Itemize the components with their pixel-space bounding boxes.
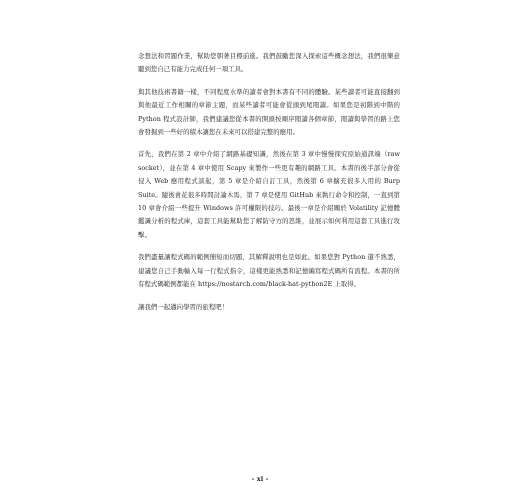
paragraph-reading-approach: 與其他技術書籍一樣，不同程度水準的讀者會對本書有不同的體驗。某些讀者可能直接翻到與他最近工作相關的章節主題，而某些讀者可能會從頭到尾閱讀。如果您是初階到中階的 Python 程式設計師，我們建議您從本書的開頭按順序閱讀各個章節，閱讀與學習的路上您會發掘到一些好的積木讓您在未來可以搭建完整的應用。 [138,87,400,137]
paragraph-code-examples: 我們盡量讓程式碼的範例簡短而切題，其解釋說明也是如此。如果您對 Python 還不熟悉，建議您自己手動輸入每一行程式指令，這樣更能熟悉和記憶編寫程式碼所有流程。本書的所有程式碼範例都能在 https://nostarch.com/black-hat-python2E 上取得。 [138,253,400,289]
paragraph-chapter-overview: 首先，我們在第 2 章中介紹了網路基礎知識，然後在第 3 章中慢慢探究原始通訊端（raw socket），並在第 4 章中使用 Scapy 來製作一些更有趣的網路工具。本書的後半部分會從侵入 Web 應用程式談起，第 5 章是介紹自訂工具，然後第 6 章擴充很多人用的 Burp Suite。隨後會花很多時間討論木馬，第 7 章是使用 GitHub 來執行命令和控制，一直到第 10 章會介紹一些提升 Windows 許可權限的技巧。最後一章是介紹關於 Volatility 記憶體鑑識分析的程式庫，這套工具能幫助您了解防守方的思維，並展示如何利用這套工具進行攻擊。 [138,150,400,239]
paragraph-intro-continuation: 念想法和習題作業，幫助您朝著目標前進。我們鼓勵您深入探索這些概念想法，我們很樂意聽到您自己有能力完成任何一項工具。 [138,52,400,74]
paragraph-closing: 讓我們一起邁向學習的旅程吧！ [138,302,229,311]
page-number: - xi - [251,475,269,483]
body-text [138,50,400,323]
